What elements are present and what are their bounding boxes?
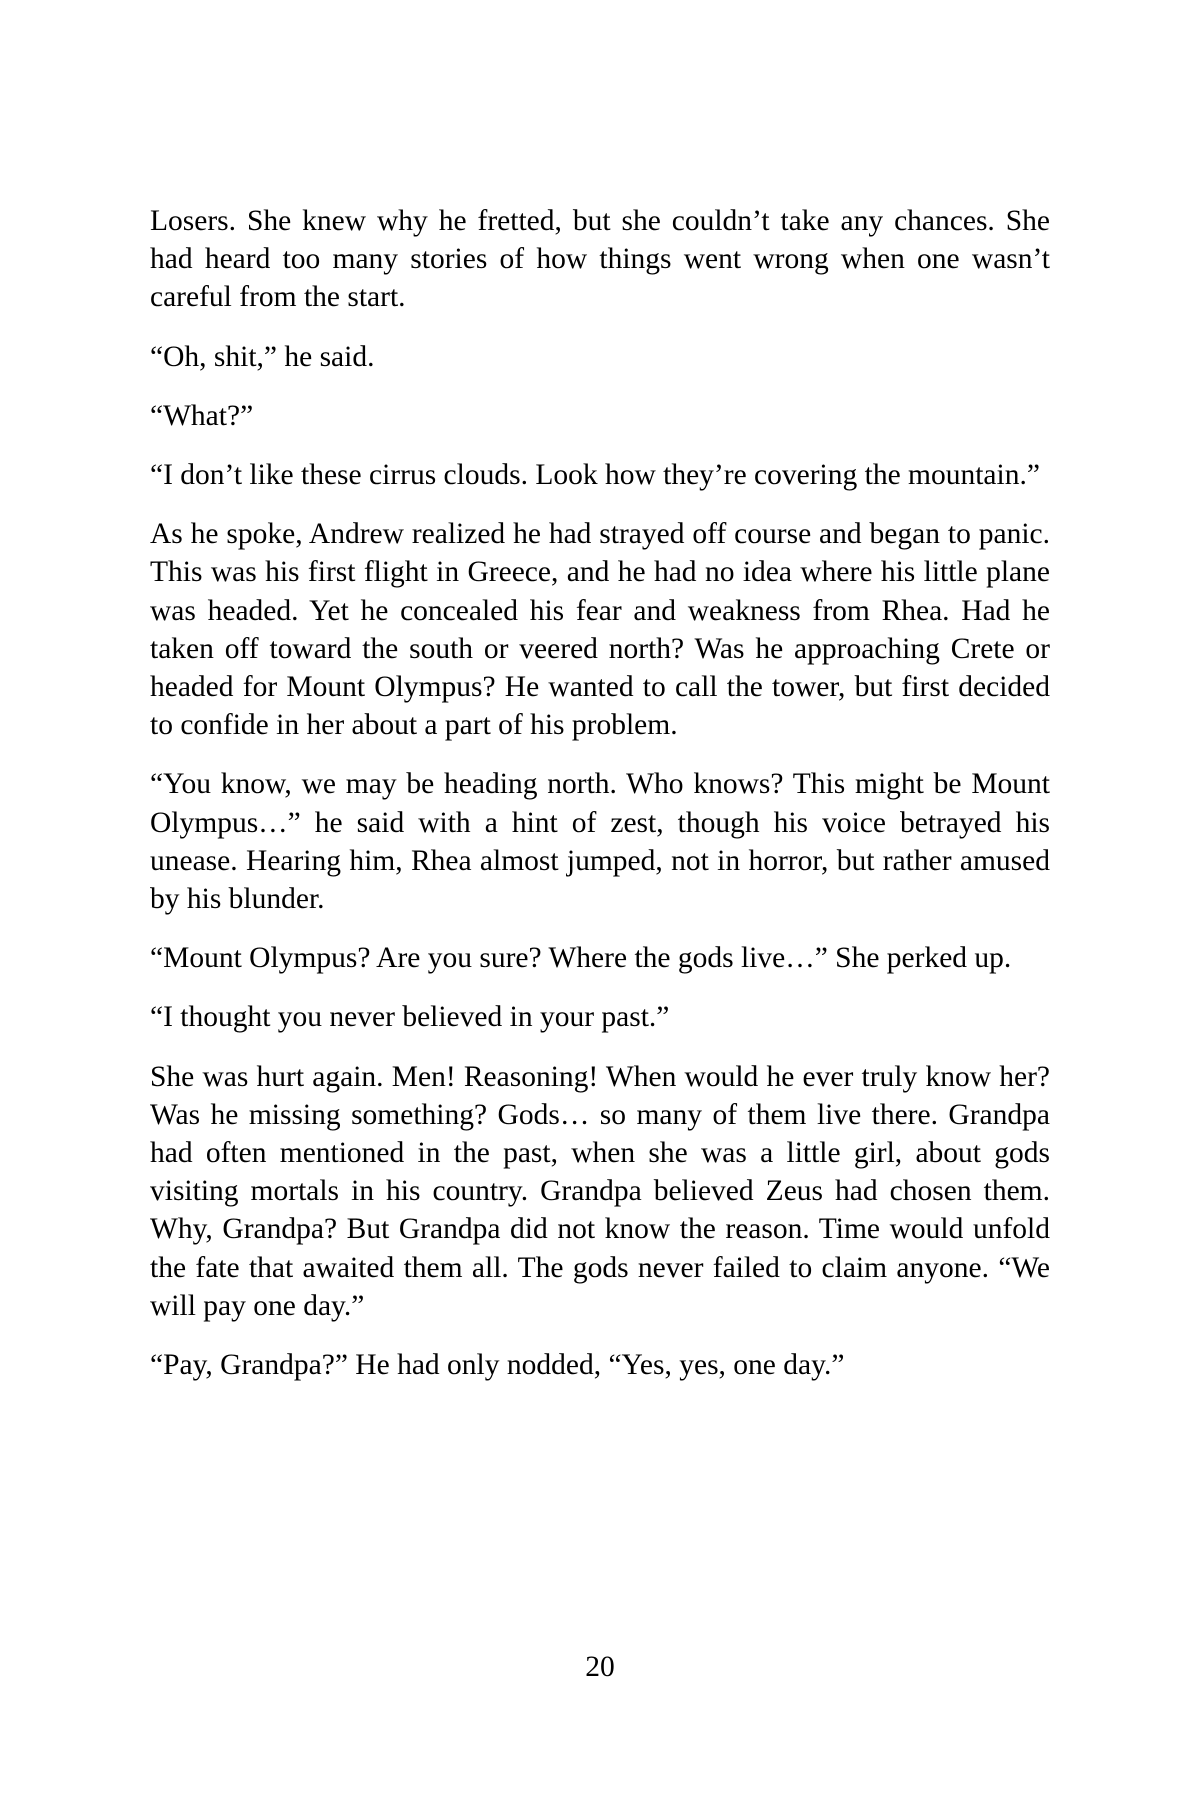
paragraph-8: “I thought you never believed in your past.”: [150, 1001, 670, 1034]
paragraph-5: As he spoke, Andrew realized he had strayed off course and began to panic. This was his first flight in Greece, and he had no idea where his little plane was headed. Yet he concealed his fear and weakness from Rhea. Had he taken off toward the south or veered north? Was he approaching Crete or headed for Mount Olympus? He wanted to call the tower, but first decided to confide in her about a part of his problem.: [150, 518, 1050, 742]
paragraph-10: “Pay, Grandpa?” He had only nodded, “Yes, yes, one day.”: [150, 1349, 845, 1382]
paragraph-9: She was hurt again. Men! Reasoning! When would he ever truly know her? Was he missing something? Gods… so many of them live there. Grandpa had often mentioned in the past, when she was a little girl, about gods visiting mortals in his country. Grandpa believed Zeus had chosen them. Why, Grandpa? But Grandpa did not know the reason. Time would unfold the fate that awaited them all. The gods never failed to claim anyone. “We will pay one day.”: [150, 1060, 1050, 1322]
paragraph-1: Losers. She knew why he fretted, but she couldn’t take any chances. She had heard too many stories of how things went wrong when one wasn’t careful from the start.: [150, 205, 1050, 314]
paragraph-4: “I don’t like these cirrus clouds. Look how they’re covering the mountain.”: [150, 459, 1040, 492]
body-text: [150, 202, 1050, 1405]
paragraph-7: “Mount Olympus? Are you sure? Where the gods live…” She perked up.: [150, 942, 1012, 975]
paragraph-6: “You know, we may be heading north. Who knows? This might be Mount Olympus…” he said with a hint of zest, though his voice betrayed his unease. Hearing him, Rhea almost jumped, not in horror, but rather amused by his blunder.: [150, 768, 1050, 916]
paragraph-2: “Oh, shit,” he said.: [150, 340, 375, 373]
page-number: 20: [585, 1651, 615, 1683]
paragraph-3: “What?”: [150, 399, 254, 432]
